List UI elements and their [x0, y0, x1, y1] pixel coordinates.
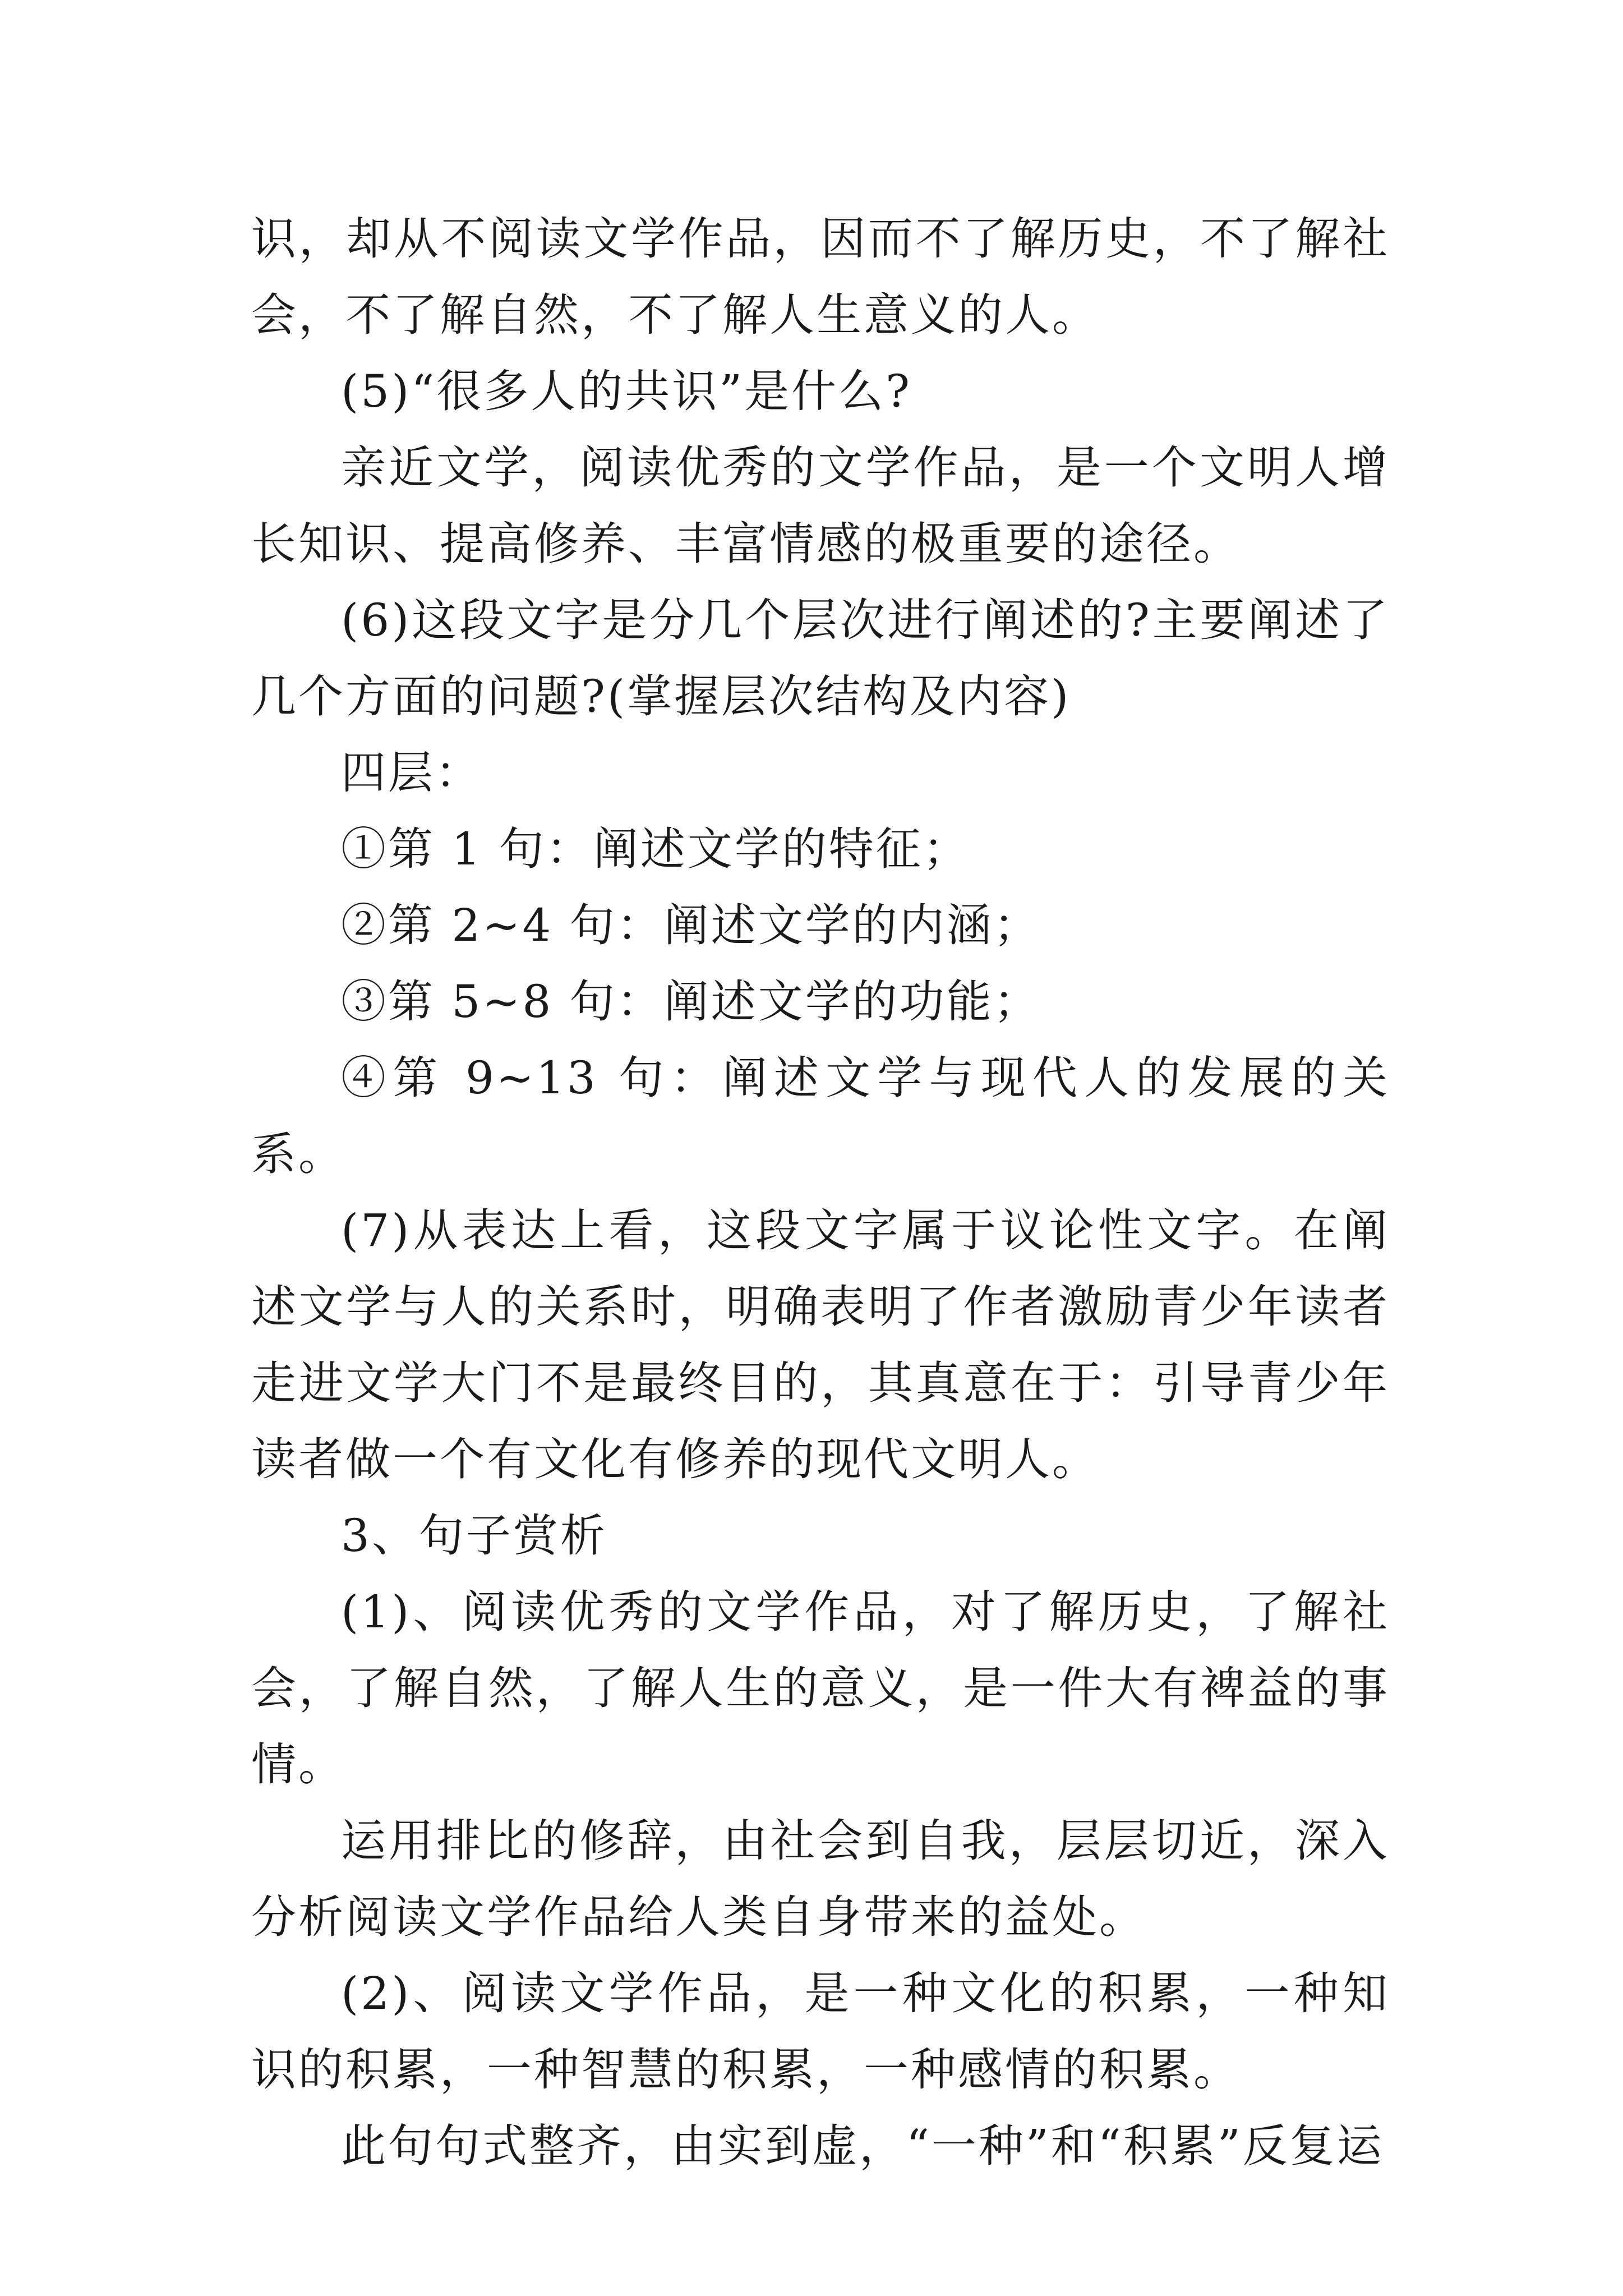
paragraph-answer-5: 亲近文学，阅读优秀的文学作品，是一个文明人增长知识、提高修养、丰富情感的极重要的途径。 [251, 441, 1390, 570]
paragraph-analysis-1: 运用排比的修辞，由社会到自我，层层切近，深入分析阅读文学作品给人类自身带来的益处。 [251, 1815, 1390, 1943]
list-item-layer-2: ②第 2~4 句：阐述文学的内涵； [341, 899, 1041, 951]
paragraph-question-5: (5)“很多人的共识”是什么? [341, 365, 912, 417]
document-body [251, 201, 1390, 2184]
paragraph-sentence-1: (1)、阅读优秀的文学作品，对了解历史，了解社会，了解自然，了解人生的意义，是一件大有裨益的事情。 [251, 1586, 1390, 1791]
paragraph-analysis-2: 此句句式整齐，由实到虚，“一种”和“积累”反复运 [341, 2120, 1384, 2172]
section-heading-sentence-analysis: 3、句子赏析 [341, 1510, 607, 1562]
paragraph-question-6: (6)这段文字是分几个层次进行阐述的?主要阐述了几个方面的问题?(掌握层次结构及内容) [251, 594, 1390, 723]
list-item-layer-4: ④第 9~13 句：阐述文学与现代人的发展的关系。 [251, 1052, 1390, 1180]
paragraph-sentence-2: (2)、阅读文学作品，是一种文化的积累，一种知识的积累，一种智慧的积累，一种感情的积累。 [251, 1967, 1390, 2096]
list-item-layer-3: ③第 5~8 句：阐述文学的功能； [341, 976, 1041, 1028]
paragraph-point-7: (7)从表达上看，这段文字属于议论性文字。在阐述文学与人的关系时，明确表明了作者激励青少年读者走进文学大门不是最终目的，其真意在于：引导青少年读者做一个有文化有修养的现代文明人。 [251, 1204, 1390, 1485]
paragraph-continuation: 识，却从不阅读文学作品，因而不了解历史，不了解社会，不了解自然，不了解人生意义的人。 [251, 213, 1390, 341]
list-item-layer-1: ①第 1 句：阐述文学的特征； [341, 823, 970, 875]
paragraph-four-layers: 四层： [341, 747, 482, 799]
